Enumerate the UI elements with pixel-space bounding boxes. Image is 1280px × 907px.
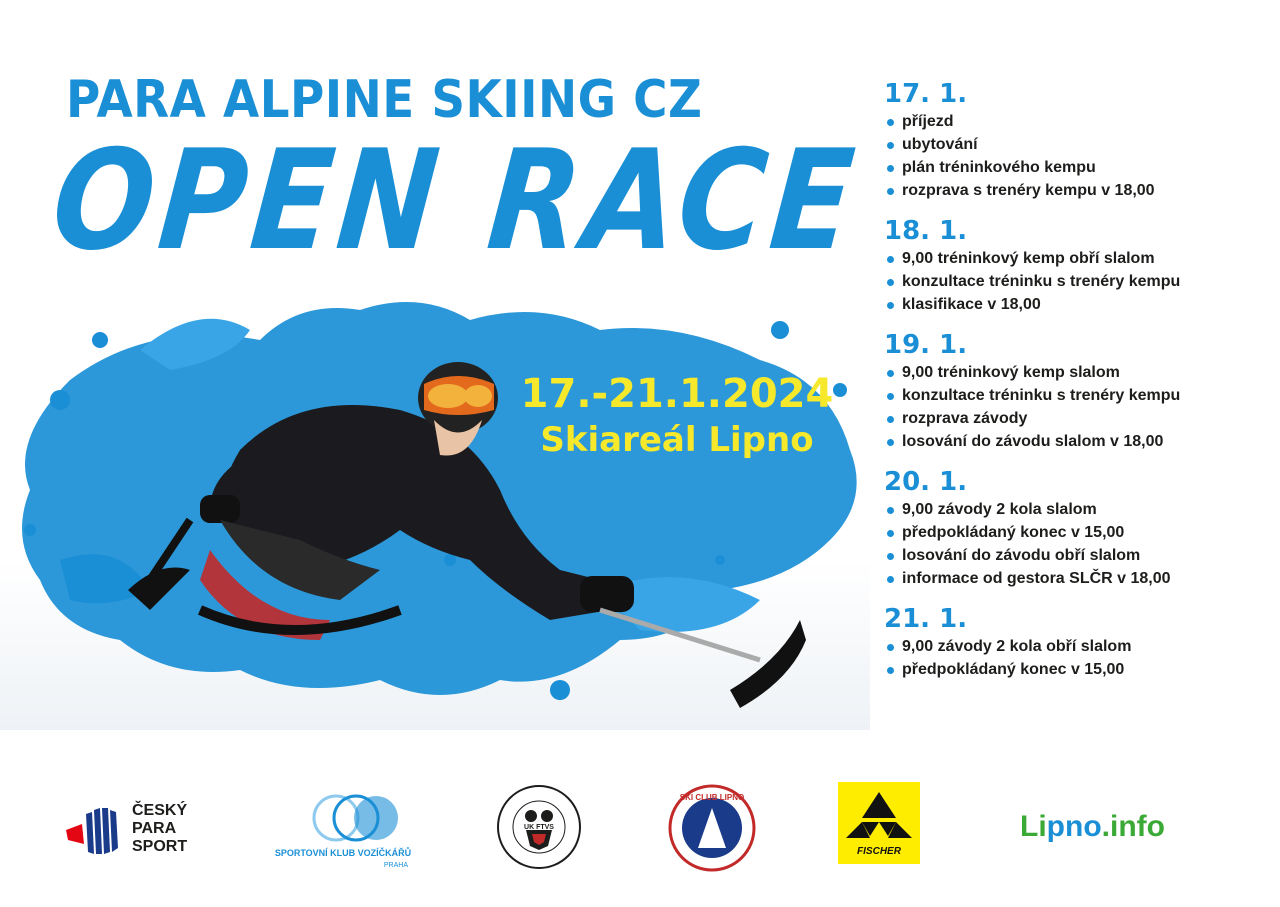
schedule-list — [884, 500, 1264, 589]
event-dates: 17.-21.1.2024 — [520, 371, 834, 417]
splash-image — [0, 260, 870, 730]
schedule-item: plán tréninkového kempu — [884, 158, 1264, 178]
fischer-triangles-icon — [838, 782, 920, 864]
schedule-list — [884, 363, 1264, 452]
svg-text:SKI CLUB LIPNO: SKI CLUB LIPNO — [679, 793, 745, 802]
schedule-day — [884, 603, 1264, 680]
schedule-day — [884, 329, 1264, 452]
schedule-item: losování do závodu obří slalom — [884, 546, 1264, 566]
schedule-item: konzultace tréninku s trenéry kempu — [884, 386, 1264, 406]
title-top: PARA ALPINE SKIING CZ — [66, 70, 703, 130]
schedule-list — [884, 112, 1264, 201]
schedule-item: konzultace tréninku s trenéry kempu — [884, 272, 1264, 292]
schedule-day — [884, 466, 1264, 589]
cps-emblem-icon — [64, 800, 124, 860]
schedule-item: předpokládaný konec v 15,00 — [884, 523, 1264, 543]
title-main: OPEN RACE — [46, 120, 865, 281]
uk-ftvs-seal-icon — [496, 784, 582, 870]
schedule-item: 9,00 závody 2 kola slalom — [884, 500, 1264, 520]
schedule-day-title: 21. 1. — [884, 604, 968, 634]
skv-name: SPORTOVNÍ KLUB VOZÍČKÁŘŮ — [274, 848, 412, 858]
schedule-item: informace od gestora SLČR v 18,00 — [884, 569, 1264, 589]
schedule-day — [884, 215, 1264, 315]
logo-cesky-para-sport — [64, 800, 204, 860]
schedule-day-title: 17. 1. — [884, 79, 968, 109]
schedule-item: klasifikace v 18,00 — [884, 295, 1264, 315]
logo-fischer — [838, 782, 920, 864]
schedule-item: předpokládaný konec v 15,00 — [884, 660, 1264, 680]
schedule-item: 9,00 tréninkový kemp slalom — [884, 363, 1264, 383]
sponsor-logos — [0, 770, 1280, 880]
schedule-day-title: 18. 1. — [884, 216, 968, 246]
svg-text:FISCHER: FISCHER — [857, 846, 901, 857]
schedule-day-title: 19. 1. — [884, 330, 968, 360]
schedule-item: ubytování — [884, 135, 1264, 155]
schedule-item: rozprava s trenéry kempu v 18,00 — [884, 181, 1264, 201]
schedule-list — [884, 249, 1264, 315]
cps-text: ČESKÝ PARA SPORT — [132, 802, 188, 855]
skv-rings-icon — [258, 792, 428, 844]
ski-club-seal-icon — [668, 784, 756, 872]
schedule-item: 9,00 tréninkový kemp obří slalom — [884, 249, 1264, 269]
schedule-list — [884, 637, 1264, 680]
schedule-item: 9,00 závody 2 kola obří slalom — [884, 637, 1264, 657]
logo-lipno-info: Lipno.info — [1020, 810, 1165, 843]
schedule-day-title: 20. 1. — [884, 467, 968, 497]
logo-uk-ftvs — [496, 784, 582, 870]
svg-text:UK FTVS: UK FTVS — [524, 824, 554, 831]
schedule-item: rozprava závody — [884, 409, 1264, 429]
schedule-day — [884, 78, 1264, 201]
event-place: Skiareál Lipno — [540, 420, 814, 460]
schedule-item: příjezd — [884, 112, 1264, 132]
schedule-item: losování do závodu slalom v 18,00 — [884, 432, 1264, 452]
skv-city: PRAHA — [383, 862, 408, 869]
logo-ski-club-lipno — [668, 784, 756, 872]
logo-sportovni-klub-vozickaru — [258, 792, 428, 882]
schedule — [884, 78, 1264, 694]
event-info — [512, 370, 842, 462]
